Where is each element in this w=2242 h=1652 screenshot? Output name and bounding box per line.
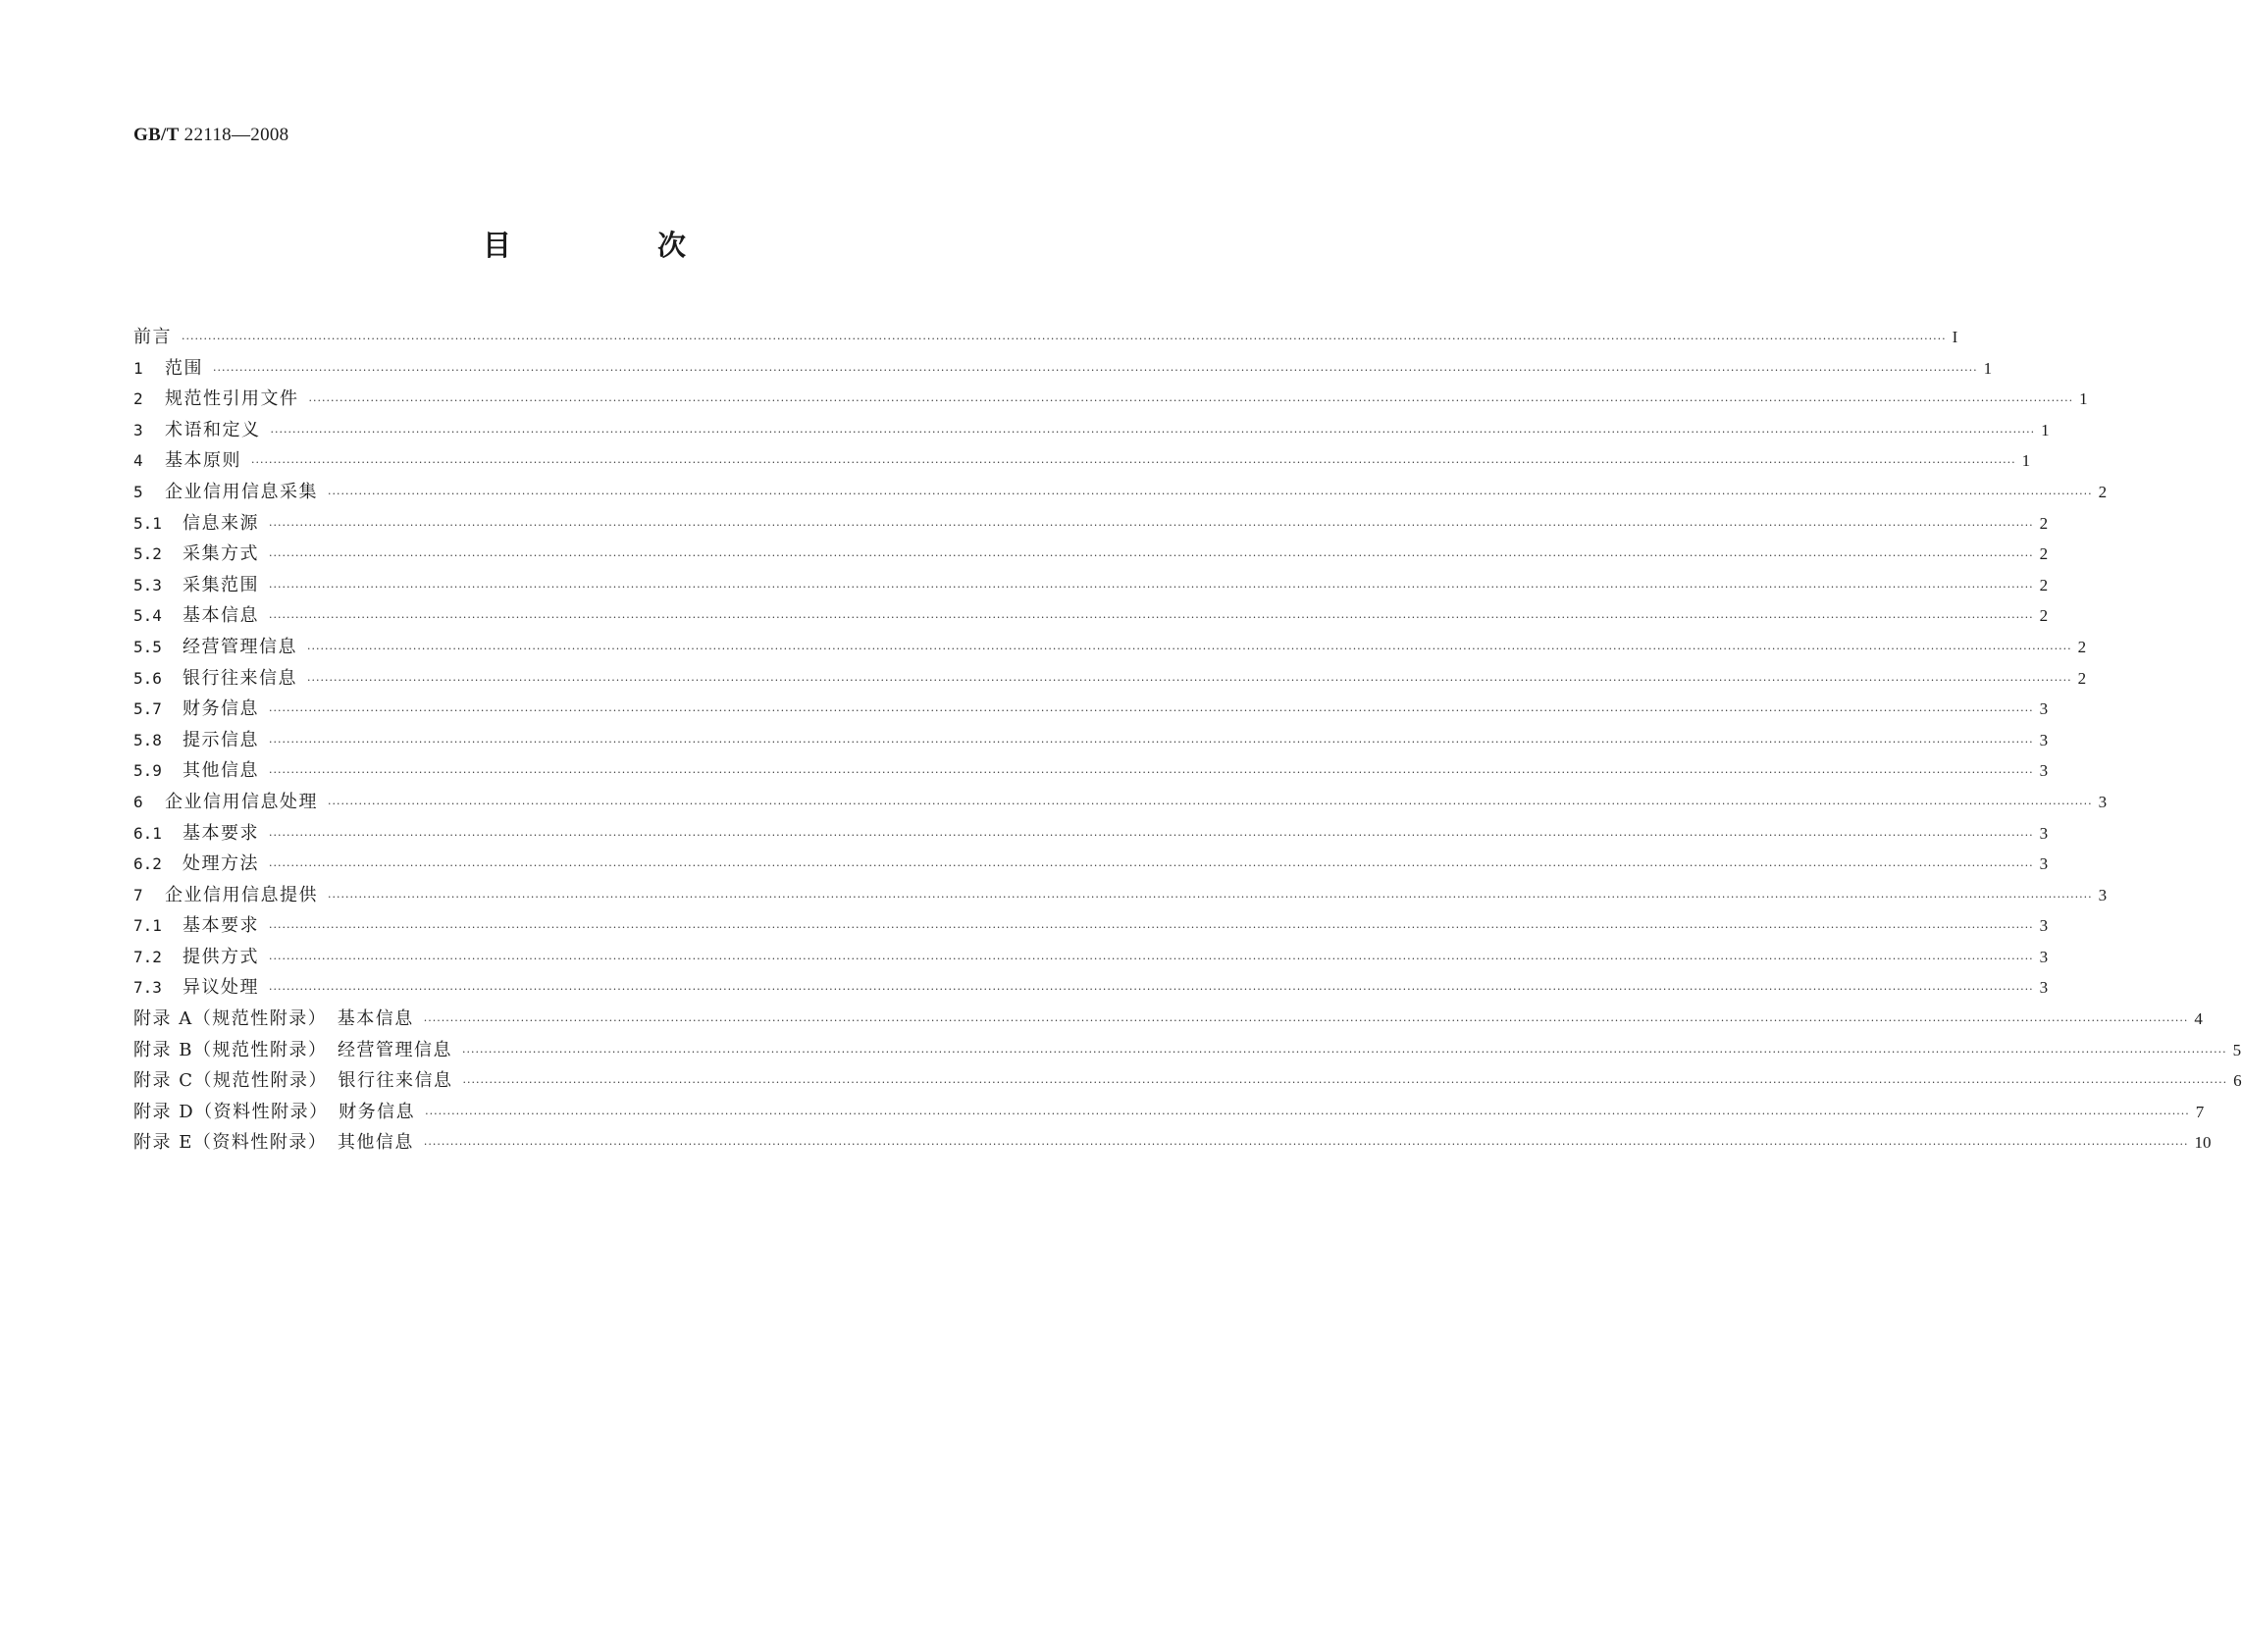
toc-entry-page: 3 <box>2039 854 2049 874</box>
toc-leader-dots: ················································································································································································································································································································································································································ <box>269 735 2034 749</box>
toc-entry-number: 5.9 <box>133 761 162 781</box>
toc-entry-label: 企业信用信息处理 <box>165 791 318 812</box>
toc-entry[interactable] <box>133 385 2088 416</box>
toc-entry[interactable] <box>133 323 1958 354</box>
toc-entry-label: 术语和定义 <box>165 419 261 440</box>
toc-entry-page: 3 <box>2039 823 2049 843</box>
toc-leader-dots: ················································································································································································································································································································································································································ <box>423 1014 2189 1028</box>
toc-entry-number: 5.6 <box>133 668 162 688</box>
toc-leader-dots: ················································································································································································································································································································································································································ <box>270 425 2036 439</box>
toc-entry-page: 2 <box>2039 544 2049 564</box>
toc-entry-label: 基本原则 <box>165 450 241 472</box>
toc-leader-dots: ················································································································································································································································································································································································································ <box>425 1107 2190 1120</box>
toc-leader-dots: ················································································································································································································································································································································································································ <box>462 1076 2228 1090</box>
toc-leader-dots: ················································································································································································································································································································································································································ <box>269 611 2034 625</box>
toc-entry-page: 2 <box>2098 482 2108 501</box>
toc-entry-label: 提示信息 <box>182 729 259 750</box>
toc-entry-label: 基本信息 <box>182 605 259 627</box>
toc-entry-number: 5 <box>133 482 143 501</box>
toc-entry-label: 银行往来信息 <box>182 667 297 689</box>
toc-entry-label: 企业信用信息提供 <box>165 884 318 905</box>
toc-entry[interactable] <box>133 1098 2205 1129</box>
toc-entry-page: 3 <box>2098 885 2108 904</box>
toc-entry-number: 7.2 <box>133 947 162 966</box>
toc-entry-number: 6.1 <box>133 823 162 843</box>
toc-entry[interactable] <box>133 601 2049 633</box>
toc-entry[interactable] <box>133 1005 2203 1036</box>
toc-entry-label: 附录 A（规范性附录） 基本信息 <box>133 1008 414 1030</box>
toc-entry-page: I <box>1952 328 1958 346</box>
toc-entry-label: 提供方式 <box>182 946 259 967</box>
toc-entry[interactable] <box>133 911 2049 943</box>
toc-entry-page: 3 <box>2039 730 2049 749</box>
toc-entry-number: 5.8 <box>133 730 162 749</box>
toc-leader-dots: ················································································································································································································································································································································································································ <box>269 828 2034 842</box>
toc-entry-number: 7.3 <box>133 978 162 998</box>
toc-entry-page: 3 <box>2039 761 2049 781</box>
toc-entry-number: 5.5 <box>133 637 162 656</box>
toc-entry-page: 3 <box>2039 699 2049 719</box>
toc-entry[interactable] <box>133 881 2108 912</box>
toc-leader-dots: ················································································································································································································································································································································································································ <box>269 518 2034 532</box>
toc-entry-number: 5.4 <box>133 606 162 626</box>
toc-leader-dots: ················································································································································································································································································································································································································ <box>182 333 1947 345</box>
toc-entry-label: 采集范围 <box>182 574 259 595</box>
toc-leader-dots: ················································································································································································································································································································································································································ <box>269 859 2034 873</box>
toc-entry-label: 规范性引用文件 <box>165 388 299 410</box>
toc-entry[interactable] <box>133 354 1993 386</box>
toc-entry-page: 1 <box>2079 389 2088 409</box>
toc-entry-label: 企业信用信息采集 <box>165 481 318 502</box>
toc-entry[interactable] <box>133 726 2049 757</box>
toc-entry[interactable] <box>133 1036 2242 1067</box>
toc-entry[interactable] <box>133 756 2049 788</box>
toc-entry-number: 4 <box>133 451 143 471</box>
toc-entry-label: 经营管理信息 <box>182 636 297 657</box>
toc-entry-page: 10 <box>2194 1133 2212 1153</box>
toc-entry[interactable] <box>133 695 2049 726</box>
toc-entry-page: 5 <box>2232 1040 2242 1059</box>
toc-entry-label: 处理方法 <box>182 853 259 875</box>
toc-entry-page: 1 <box>1983 358 1993 378</box>
toc-leader-dots: ················································································································································································································································································································································································································ <box>269 704 2034 718</box>
standard-code <box>133 125 288 146</box>
toc-entry-label: 附录 C（规范性附录） 银行往来信息 <box>133 1070 453 1092</box>
toc-leader-dots: ················································································································································································································································································································································································································ <box>269 549 2034 563</box>
toc-entry-page: 3 <box>2039 978 2049 998</box>
toc-entry-number: 3 <box>133 420 143 439</box>
toc-entry-label: 附录 E（资料性附录） 其他信息 <box>133 1132 414 1154</box>
toc-entry[interactable] <box>133 943 2049 974</box>
toc-entry[interactable] <box>133 446 2031 478</box>
toc-leader-dots: ················································································································································································································································································································································································································ <box>213 363 1978 377</box>
toc-leader-dots: ················································································································································································································································································································································································································ <box>423 1138 2189 1152</box>
toc-entry[interactable] <box>133 819 2049 851</box>
toc-entry-number: 2 <box>133 389 143 409</box>
toc-entry-page: 6 <box>2233 1071 2242 1091</box>
toc-leader-dots: ················································································································································································································································································································································································································ <box>328 797 2093 810</box>
toc-entry[interactable] <box>133 664 2087 696</box>
page-title: 目 次 <box>482 229 745 262</box>
toc-leader-dots: ················································································································································································································································································································································································································ <box>461 1045 2227 1058</box>
toc-leader-dots: ················································································································································································································································································································································································································ <box>269 952 2034 965</box>
toc-leader-dots: ················································································································································································································································································································································································································ <box>308 394 2074 408</box>
toc-leader-dots: ················································································································································································································································································································································································································ <box>269 766 2034 780</box>
toc-entry[interactable] <box>133 1066 2242 1098</box>
standard-code-number: 22118—2008 <box>183 125 289 145</box>
toc-entry-label: 基本要求 <box>182 915 259 937</box>
toc-entry[interactable] <box>133 540 2049 571</box>
toc-entry-number: 5.3 <box>133 575 162 594</box>
toc-entry-number: 6.2 <box>133 854 162 874</box>
toc-entry[interactable] <box>133 973 2049 1005</box>
toc-entry-page: 4 <box>2194 1009 2203 1029</box>
toc-leader-dots: ················································································································································································································································································································································································································ <box>269 921 2034 935</box>
toc-entry-page: 7 <box>2195 1102 2205 1121</box>
toc-leader-dots: ················································································································································································································································································································································································································ <box>307 673 2072 687</box>
toc-entry[interactable] <box>133 1128 2212 1160</box>
toc-entry-number: 7 <box>133 885 143 904</box>
toc-leader-dots: ················································································································································································································································································································································································································ <box>307 642 2072 655</box>
toc-entry[interactable] <box>133 850 2049 881</box>
toc-entry-page: 2 <box>2077 668 2087 688</box>
toc-entry-number: 5.7 <box>133 699 162 719</box>
toc-entry[interactable] <box>133 478 2108 509</box>
toc-entry-label: 范围 <box>165 357 203 379</box>
standard-code-prefix: GB/T <box>133 125 180 145</box>
toc-entry-label: 其他信息 <box>182 760 259 782</box>
toc-entry[interactable] <box>133 633 2087 664</box>
toc-entry-page: 3 <box>2039 916 2049 936</box>
toc-entry-label: 采集方式 <box>182 543 259 565</box>
toc-entry-page: 3 <box>2039 947 2049 966</box>
toc-leader-dots: ················································································································································································································································································································································································································ <box>328 890 2093 903</box>
toc-entry-number: 1 <box>133 358 143 378</box>
toc-entry-label: 前言 <box>133 327 172 347</box>
toc-entry-label: 信息来源 <box>182 512 259 534</box>
toc-entry-page: 1 <box>2041 420 2050 439</box>
toc-entry[interactable] <box>133 788 2108 819</box>
toc-entry-label: 附录 B（规范性附录） 经营管理信息 <box>133 1039 452 1060</box>
toc-entry[interactable] <box>133 571 2049 602</box>
toc-entry-page: 1 <box>2021 451 2031 471</box>
toc-entry-label: 基本要求 <box>182 822 259 844</box>
toc-entry[interactable] <box>133 416 2050 447</box>
toc-entry-number: 7.1 <box>133 916 162 936</box>
toc-leader-dots: ················································································································································································································································································································································································································ <box>269 983 2034 997</box>
toc-entry-number: 6 <box>133 792 143 811</box>
toc-leader-dots: ················································································································································································································································································································································································································ <box>269 580 2034 594</box>
toc-entry-page: 2 <box>2039 513 2049 533</box>
toc-leader-dots: ················································································································································································································································································································································································································ <box>328 487 2093 500</box>
table-of-contents <box>133 323 2242 1160</box>
toc-entry[interactable] <box>133 509 2049 541</box>
toc-entry-page: 2 <box>2039 606 2049 626</box>
toc-leader-dots: ················································································································································································································································································································································································································ <box>251 456 2016 470</box>
toc-entry-number: 5.1 <box>133 513 162 533</box>
toc-entry-label: 异议处理 <box>182 977 259 999</box>
toc-entry-number: 5.2 <box>133 544 162 564</box>
toc-entry-page: 3 <box>2098 792 2108 811</box>
toc-entry-page: 2 <box>2039 575 2049 594</box>
toc-entry-label: 附录 D（资料性附录） 财务信息 <box>133 1101 416 1122</box>
toc-entry-page: 2 <box>2077 637 2087 656</box>
toc-entry-label: 财务信息 <box>182 698 259 720</box>
